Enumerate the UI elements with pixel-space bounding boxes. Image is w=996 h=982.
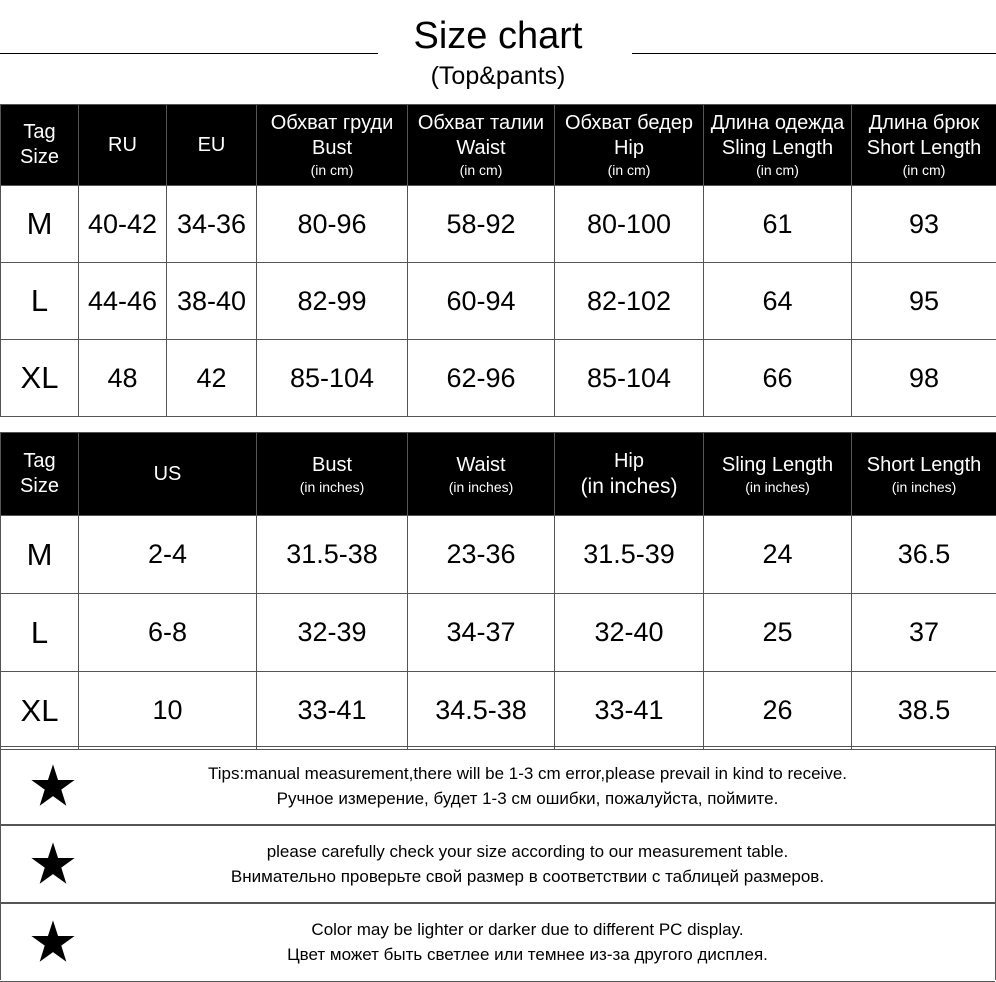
short-length-cell: 98 bbox=[852, 340, 996, 417]
tip-row bbox=[0, 746, 995, 826]
header-cell-eu: EU bbox=[167, 105, 257, 186]
table-header-row bbox=[1, 105, 996, 186]
sling-length-cell: 64 bbox=[704, 263, 852, 340]
header-cell-us: US bbox=[79, 433, 257, 516]
waist-cell: 62-96 bbox=[408, 340, 555, 417]
tip-row bbox=[0, 824, 995, 904]
hip-cell: 31.5-39 bbox=[555, 516, 704, 594]
short-length-cell: 38.5 bbox=[852, 672, 996, 750]
hip-cell: 82-102 bbox=[555, 263, 704, 340]
sling-length-cell: 24 bbox=[704, 516, 852, 594]
sling-length-cell: 25 bbox=[704, 594, 852, 672]
ru-cell: 48 bbox=[79, 340, 167, 417]
short-length-cell: 93 bbox=[852, 186, 996, 263]
bust-cell: 33-41 bbox=[257, 672, 408, 750]
table-row bbox=[1, 672, 996, 750]
ru-cell: 40-42 bbox=[79, 186, 167, 263]
table-row bbox=[1, 263, 996, 340]
header-cell-tag-size: Tag Size bbox=[1, 433, 79, 516]
star-icon bbox=[30, 841, 76, 887]
eu-cell: 34-36 bbox=[167, 186, 257, 263]
table-row bbox=[1, 186, 996, 263]
size-cell: XL bbox=[1, 672, 79, 750]
tip-text bbox=[100, 917, 955, 967]
sling-length-cell: 61 bbox=[704, 186, 852, 263]
size-cell: XL bbox=[1, 340, 79, 417]
size-cell: L bbox=[1, 594, 79, 672]
page-subtitle: (Top&pants) bbox=[0, 60, 996, 92]
table-row bbox=[1, 594, 996, 672]
waist-cell: 34-37 bbox=[408, 594, 555, 672]
star-icon bbox=[30, 919, 76, 965]
short-length-cell: 37 bbox=[852, 594, 996, 672]
us-cell: 10 bbox=[79, 672, 257, 750]
tip-text bbox=[100, 761, 955, 811]
tip-text-en: please carefully check your size according to our measurement table. bbox=[100, 839, 955, 864]
size-table-cm bbox=[0, 104, 996, 417]
table-header-row bbox=[1, 433, 996, 516]
table-row bbox=[1, 340, 996, 417]
sling-length-cell: 26 bbox=[704, 672, 852, 750]
header-cell-ru: RU bbox=[79, 105, 167, 186]
header-cell-bust: Bust (in inches) bbox=[257, 433, 408, 516]
size-table-inches bbox=[0, 432, 996, 750]
tip-text-ru: Внимательно проверьте свой размер в соответствии с таблицей размеров. bbox=[100, 864, 955, 889]
size-cell: M bbox=[1, 186, 79, 263]
us-cell: 6-8 bbox=[79, 594, 257, 672]
header-cell-hip: Hip (in inches) bbox=[555, 433, 704, 516]
sling-length-cell: 66 bbox=[704, 340, 852, 417]
header-cell-waist: Waist (in inches) bbox=[408, 433, 555, 516]
tip-text-ru: Цвет может быть светлее или темнее из-за другого дисплея. bbox=[100, 942, 955, 967]
waist-cell: 58-92 bbox=[408, 186, 555, 263]
bust-cell: 31.5-38 bbox=[257, 516, 408, 594]
title-block bbox=[0, 0, 996, 104]
eu-cell: 42 bbox=[167, 340, 257, 417]
waist-cell: 60-94 bbox=[408, 263, 555, 340]
hip-cell: 80-100 bbox=[555, 186, 704, 263]
header-cell-sling-length: Sling Length (in inches) bbox=[704, 433, 852, 516]
bust-cell: 82-99 bbox=[257, 263, 408, 340]
tip-text-ru: Ручное измерение, будет 1-3 см ошибки, пожалуйста, поймите. bbox=[100, 786, 955, 811]
short-length-cell: 95 bbox=[852, 263, 996, 340]
tip-row bbox=[0, 902, 995, 982]
bust-cell: 85-104 bbox=[257, 340, 408, 417]
tip-text-en: Color may be lighter or darker due to different PC display. bbox=[100, 917, 955, 942]
ru-cell: 44-46 bbox=[79, 263, 167, 340]
hip-cell: 32-40 bbox=[555, 594, 704, 672]
us-cell: 2-4 bbox=[79, 516, 257, 594]
bust-cell: 80-96 bbox=[257, 186, 408, 263]
star-icon bbox=[30, 763, 76, 809]
header-cell-short-length: Short Length (in inches) bbox=[852, 433, 996, 516]
table-row bbox=[1, 516, 996, 594]
size-cell: L bbox=[1, 263, 79, 340]
header-cell-short-length: Длина брюк Short Length (in cm) bbox=[852, 105, 996, 186]
page-title: Size chart bbox=[0, 12, 996, 60]
hip-cell: 85-104 bbox=[555, 340, 704, 417]
hip-cell: 33-41 bbox=[555, 672, 704, 750]
tips-border-left bbox=[0, 746, 1, 980]
header-cell-hip: Обхват бедер Hip (in cm) bbox=[555, 105, 704, 186]
size-cell: M bbox=[1, 516, 79, 594]
header-cell-waist: Обхват талии Waist (in cm) bbox=[408, 105, 555, 186]
tip-text bbox=[100, 839, 955, 889]
header-cell-tag-size: Tag Size bbox=[1, 105, 79, 186]
eu-cell: 38-40 bbox=[167, 263, 257, 340]
tip-text-en: Tips:manual measurement,there will be 1-3 cm error,please prevail in kind to receive. bbox=[100, 761, 955, 786]
header-cell-sling-length: Длина одежда Sling Length (in cm) bbox=[704, 105, 852, 186]
bust-cell: 32-39 bbox=[257, 594, 408, 672]
waist-cell: 23-36 bbox=[408, 516, 555, 594]
header-cell-bust: Обхват груди Bust (in cm) bbox=[257, 105, 408, 186]
short-length-cell: 36.5 bbox=[852, 516, 996, 594]
waist-cell: 34.5-38 bbox=[408, 672, 555, 750]
